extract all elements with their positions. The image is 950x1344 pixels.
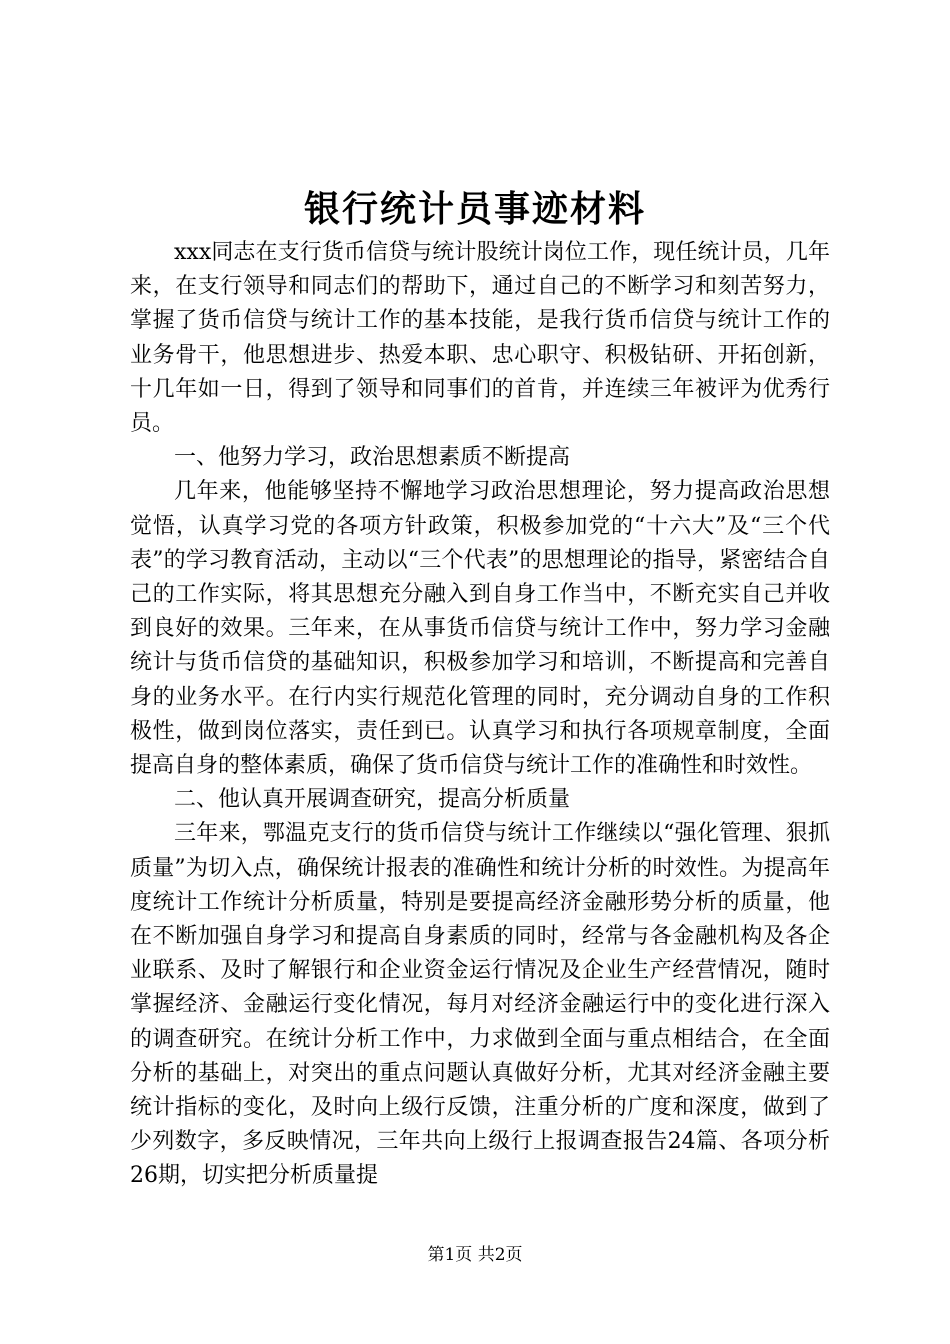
section-2-heading: 二、他认真开展调查研究，提高分析质量 bbox=[174, 787, 571, 813]
section-1-heading: 一、他努力学习，政治思想素质不断提高 bbox=[174, 445, 571, 471]
intro-paragraph: xxx同志在支行货币信贷与统计股统计岗位工作，现任统计员，几年来，在支行领导和同志们的帮助下，通过自己的不断学习和刻苦努力，掌握了货币信贷与统计工作的基本技能，是我行货币信贷与统计工作的业务骨干，他思想进步、热爱本职、忠心职守、积极钻研、开拓创新，十几年如一日，得到了领导和同事们的首肯，并连续三年被评为优秀行员。 bbox=[130, 240, 830, 437]
section-1-paragraph: 几年来，他能够坚持不懈地学习政治思想理论，努力提高政治思想觉悟，认真学习党的各项方针政策，积极参加党的“十六大”及“三个代表”的学习教育活动，主动以“三个代表”的思想理论的指导，紧密结合自己的工作实际，将其思想充分融入到自身工作当中，不断充实自己并收到良好的效果。三年来，在从事货币信贷与统计工作中，努力学习金融统计与货币信贷的基础知识，积极参加学习和培训，不断提高和完善自身的业务水平。在行内实行规范化管理的同时，充分调动自身的工作积极性，做到岗位落实，责任到已。认真学习和执行各项规章制度，全面提高自身的整体素质，确保了货币信贷与统计工作的准确性和时效性。 bbox=[130, 479, 830, 779]
page-number-footer: 第1页 共2页 bbox=[427, 1245, 523, 1265]
document-title: 银行统计员事迹材料 bbox=[303, 188, 646, 230]
document-body bbox=[130, 236, 830, 1194]
section-2-paragraph: 三年来，鄂温克支行的货币信贷与统计工作继续以“强化管理、狠抓质量”为切入点，确保统计报表的准确性和统计分析的时效性。为提高年度统计工作统计分析质量，特别是要提高经济金融形势分析的质量，他在不断加强自身学习和提高自身素质的同时，经常与各金融机构及各企业联系、及时了解银行和企业资金运行情况及企业生产经营情况，随时掌握经济、金融运行变化情况，每月对经济金融运行中的变化进行深入的调查研究。在统计分析工作中，力求做到全面与重点相结合，在全面分析的基础上，对突出的重点问题认真做好分析，尤其对经济金融主要统计指标的变化，及时向上级行反馈，注重分析的广度和深度，做到了少列数字，多反映情况，三年共向上级行上报调查报告24篇、各项分析26期，切实把分析质量提 bbox=[130, 821, 830, 1189]
